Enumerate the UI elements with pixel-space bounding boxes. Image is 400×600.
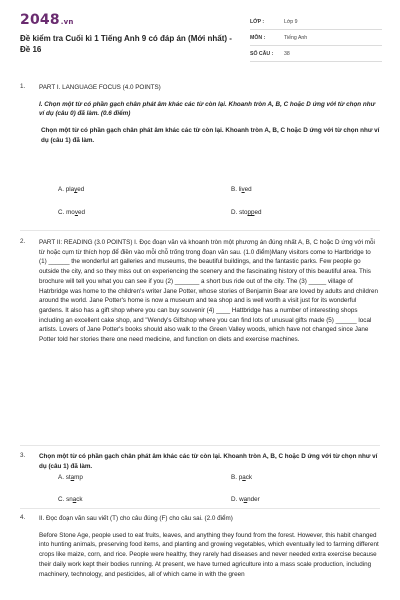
site-logo[interactable]	[20, 12, 74, 28]
word-part: ed	[77, 186, 85, 193]
underlined-part: y	[74, 186, 78, 193]
underlined-part: pp	[247, 209, 255, 216]
option-letter: D.	[231, 209, 238, 216]
option-letter: A.	[58, 474, 64, 481]
underlined-part: a	[72, 496, 77, 503]
underlined-part: a	[242, 474, 246, 481]
reading-passage: Before Stone Age, people used to eat fruits, leaves, and anything they found from the forest. However, this habit changed into hunting animals, preserving food items, and planting and growing vegetables, which eventually led to farming different crops like maize, corn, and rice. People were healthy, they rarely had diseases and never needed extra exercise because their daily work kept their bodies running. At present, we have turned agriculture into a mass scale production, including machinery, technology, and pesticides, all of which came in with the green	[39, 531, 379, 578]
option-letter: C.	[58, 209, 65, 216]
word-part: sto	[239, 209, 248, 216]
word-part: st	[65, 474, 71, 481]
word-part: ed	[77, 209, 85, 216]
meta-key: LỚP :	[250, 18, 265, 25]
option-c[interactable]	[58, 496, 83, 503]
word-part: ck	[76, 496, 83, 503]
page-header	[0, 0, 400, 64]
option-letter: C.	[58, 496, 65, 503]
word-part: p	[238, 474, 243, 481]
option-word	[66, 209, 85, 216]
meta-key: MÔN :	[250, 34, 266, 41]
word-part: sn	[66, 496, 73, 503]
option-word	[66, 474, 83, 481]
option-a[interactable]	[58, 186, 84, 193]
answer-options	[58, 186, 378, 226]
question-number: 4.	[20, 514, 26, 521]
option-word	[239, 496, 260, 503]
word-part: ed	[244, 186, 252, 193]
meta-value: Lớp 9	[284, 18, 298, 25]
option-letter: A.	[58, 186, 64, 193]
meta-value: Tiếng Anh	[284, 34, 308, 41]
question-body	[39, 83, 380, 146]
option-letter: B.	[231, 474, 237, 481]
word-part: pla	[65, 186, 75, 193]
question-4	[20, 508, 380, 600]
word-part: w	[239, 496, 244, 503]
option-b[interactable]	[231, 474, 252, 481]
underlined-part: a	[243, 496, 248, 503]
option-letter: B.	[231, 186, 237, 193]
word-part: ed	[254, 209, 262, 216]
logo-main: 2048	[20, 12, 60, 28]
instruction: Chọn một từ có phần gạch chân phát âm khác các từ còn lại. Khoanh tròn A, B, C hoặc D ứng với từ chọn như ví dụ (câu 1) đã làm.	[39, 453, 378, 470]
word-part: li	[238, 186, 242, 193]
meta-row-class	[250, 14, 382, 30]
option-word	[66, 496, 82, 503]
meta-table	[250, 14, 382, 62]
question-number: 3.	[20, 452, 26, 459]
word-part: ck	[245, 474, 253, 481]
question-1	[20, 78, 380, 228]
part-heading: II. Đọc đoạn văn sau viết (T) cho câu đúng (F) cho câu sai. (2.0 điểm)	[39, 515, 233, 522]
instruction-italic: I. Chọn một từ có phần gạch chân phát âm khác các từ còn lại. Khoanh tròn A, B, C hoặc D ứng với từ chọn như ví dụ (câu 0) đã làm. (0.6 điểm)	[39, 100, 376, 118]
underlined-part: v	[74, 209, 78, 216]
meta-key: SỐ CÂU :	[250, 50, 274, 57]
question-body	[39, 514, 380, 579]
option-c[interactable]	[58, 209, 85, 216]
option-word	[239, 186, 252, 193]
question-number: 1.	[20, 83, 26, 90]
part-heading: PART I. LANGUAGE FOCUS (4.0 POINTS)	[39, 84, 161, 91]
reading-passage: PART II: READING (3.0 POINTS) I. Đọc đoạn văn và khoanh tròn một phương án đúng nhất A, B, C hoặc D ứng với mỗi từ hoặc cụm từ thích hợp để điền vào mỗi chỗ trống trong đoạn văn sau. (1.0 điểm)Many visitors come to Hartbridge to (1) ______ the wonderful art galleries and museums, the beautiful buildings, and the fantastic parks. Few people go outside the city, and so they miss out on experiencing the scenery and the fascinating history of this beautiful area. This brochure will tell you what you can see if you (2) _______ a short bus ride out of the city. The (3) _____ village of Hatrbridge was home to the children's writer Jane Potter, whose stories of Benjamin Bear are loved by adults and children around the world. Jane Potter's home is now a museum and tea shop and is well worth a visit just for its wonderful gardens. It also has a gift shop where you can buy souvenir (4) ____ Hattbridge has a number of interesting shops including an excellent cake shop, and "Wendy's Giftshop where you can find lots of unusual gifts made (5) ______ local artists. Lovers of Jane Potter's books should also walk to the Green Valley woods, which have not changed since Jane Potter told her stories there one need medicine, and function on diets and exercise machines.	[39, 239, 378, 344]
meta-value: 38	[284, 50, 290, 57]
meta-row-subject	[250, 30, 382, 46]
logo-suffix: .vn	[60, 18, 74, 26]
option-letter: D.	[231, 496, 238, 503]
underlined-part: a	[70, 474, 75, 481]
option-a[interactable]	[58, 474, 83, 481]
option-word	[239, 209, 261, 216]
word-part: mp	[74, 474, 83, 481]
question-2	[20, 230, 380, 435]
question-number: 2.	[20, 238, 26, 245]
option-word	[66, 186, 85, 193]
page-title: Đề kiểm tra Cuối kì 1 Tiếng Anh 9 có đáp án (Mới nhất) - Đề 16	[20, 34, 232, 54]
option-d[interactable]	[231, 209, 262, 216]
option-word	[239, 474, 252, 481]
option-b[interactable]	[231, 186, 252, 193]
word-part: nder	[247, 496, 260, 503]
underlined-part: v	[241, 186, 245, 193]
meta-row-count	[250, 46, 382, 62]
instruction: Chọn một từ có phần gạch chân phát âm khác các từ còn lại. Khoanh tròn A, B, C hoặc D ứng với từ chọn như ví dụ (câu 1) đã làm.	[41, 127, 380, 144]
option-d[interactable]	[231, 496, 260, 503]
word-part: mo	[66, 209, 75, 216]
question-3	[20, 445, 380, 505]
